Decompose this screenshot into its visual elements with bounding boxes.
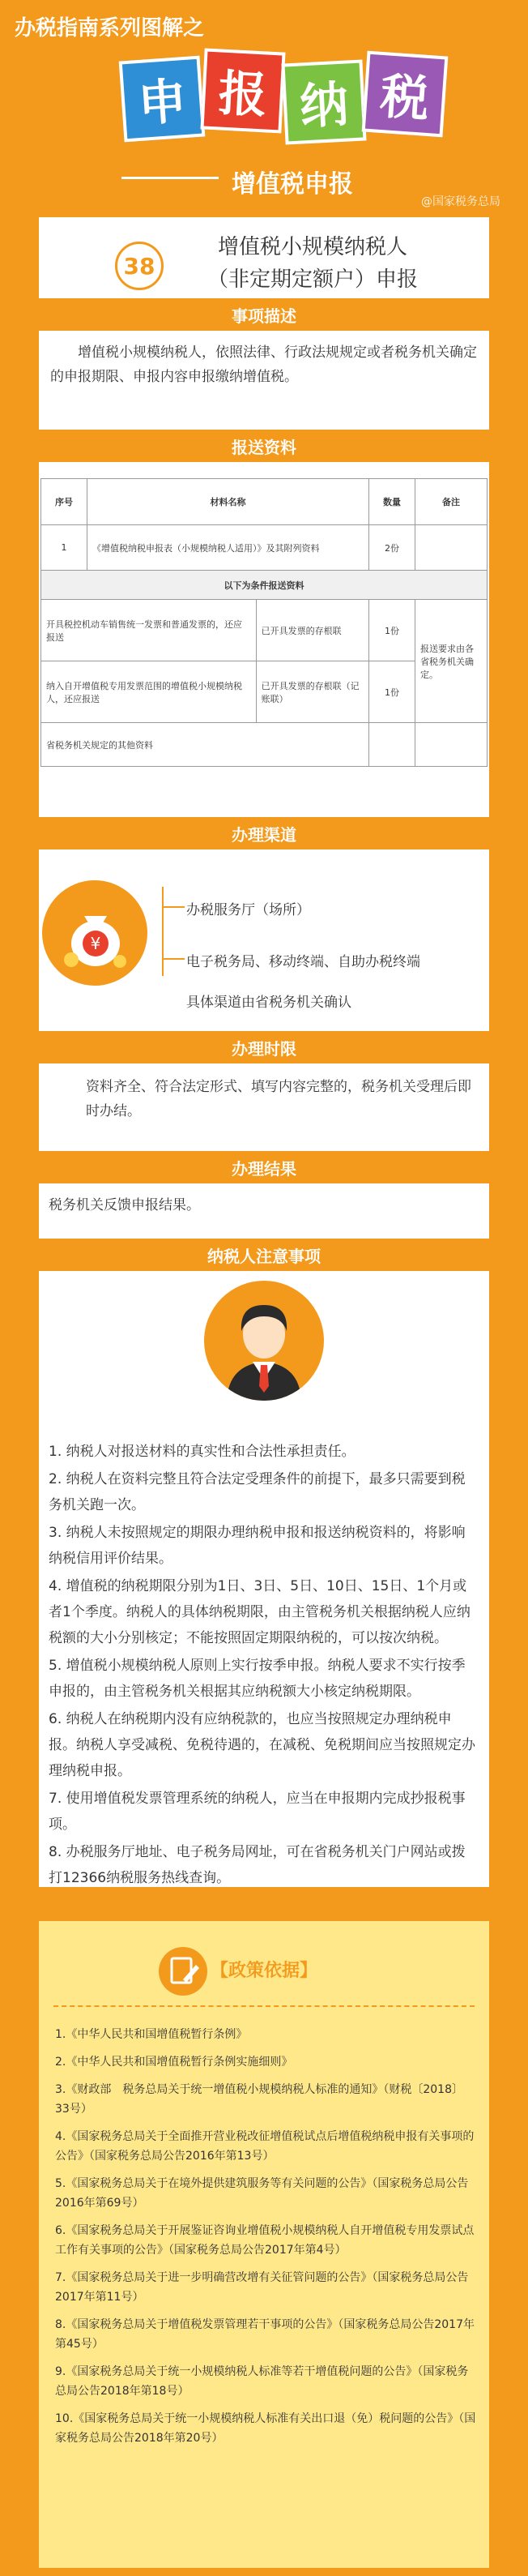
list-item: 8. 办税服务厅地址、电子税务局网址，可在省税务机关门户网站或拨打12366纳税服务热线查询。	[49, 1844, 466, 1886]
item-title	[151, 231, 475, 296]
list-item: 6. 纳税人在纳税期内没有应纳税款的，也应当按照规定办理纳税申报。纳税人享受减税、免税待遇的，在减税、免税期间应当按照规定办理纳税申报。	[49, 1711, 475, 1779]
channel-tick-2	[162, 958, 185, 960]
item-number-badge: 38	[115, 242, 164, 290]
title-char-2: 报	[200, 48, 285, 133]
list-item: 8.《国家税务总局关于增值税发票管理若干事项的公告》（国家税务总局公告2017年第45号）	[55, 2318, 475, 2351]
c2-qty: 1份	[369, 661, 415, 723]
list-item: 9.《国家税务总局关于统一小规模纳税人标准等若干增值税问题的公告》（国家税务总局公告2018年第18号）	[55, 2365, 469, 2398]
section-bar-notes: 纳税人注意事项	[39, 1239, 489, 1271]
table-row-condition	[41, 571, 488, 600]
policy-divider	[53, 2005, 475, 2007]
list-item: 5.《国家税务总局关于在境外提供建筑服务等有关问题的公告》（国家税务总局公告2016年第69号）	[55, 2177, 469, 2210]
row1-name: 《增值税纳税申报表（小规模纳税人适用）》及其附列资料	[87, 525, 369, 571]
svg-text:¥: ¥	[90, 934, 101, 953]
th-note: 备注	[415, 479, 488, 525]
c1-condition: 开具税控机动车销售统一发票和普通发票的，还应报送	[41, 600, 257, 661]
row1-qty: 2份	[369, 525, 415, 571]
list-item: 4. 增值税的纳税期限分别为1日、3日、5日、10日、15日、1个月或者1个季度。纳税人的具体纳税期限，由主管税务机关根据纳税人应纳税额的大小分别核定；不能按照固定期限纳税的，可以按次纳税。	[49, 1578, 471, 1646]
policy-title: 【政策依据】	[211, 1961, 318, 1981]
subtitle: 增值税申报	[232, 170, 353, 199]
policy-list	[55, 2025, 476, 2456]
money-bag-icon	[42, 880, 147, 986]
pen-icon	[159, 1947, 207, 1996]
title-blocks	[121, 50, 445, 156]
list-item: 7. 使用增值税发票管理系统的纳税人，应当在申报期内完成抄报税事项。	[49, 1791, 466, 1833]
policy-header	[39, 1947, 489, 1996]
th-name: 材料名称	[87, 479, 369, 525]
subtitle-divider	[121, 177, 219, 179]
section-bar-result: 办理结果	[39, 1151, 489, 1183]
list-item: 3.《财政部 税务总局关于统一增值税小规模纳税人标准的通知》（财税〔2018〕33号）	[55, 2083, 463, 2116]
list-item: 4.《国家税务总局关于全面推开营业税改征增值税试点后增值税纳税申报有关事项的公告》（国家税务总局公告2016年第13号）	[55, 2130, 475, 2163]
section-bar-materials: 报送资料	[39, 430, 489, 462]
c3-qty	[369, 723, 415, 767]
title-char-1: 申	[119, 56, 206, 143]
section-bar-description: 事项描述	[39, 298, 489, 331]
businessman-avatar-icon	[204, 1281, 324, 1401]
row1-no: 1	[41, 525, 87, 571]
watermark: @国家税务总局	[421, 195, 500, 208]
channel-hall: 办税服务厅（场所）	[186, 902, 310, 918]
c1-name: 已开具发票的存根联	[256, 600, 368, 661]
th-qty: 数量	[369, 479, 415, 525]
list-item: 7.《国家税务总局关于进一步明确营改增有关征管问题的公告》（国家税务总局公告2017年第11号）	[55, 2271, 469, 2304]
time-text: 资料齐全、符合法定形式、填写内容完整的，税务机关受理后即时办结。	[86, 1079, 471, 1119]
result-text: 税务机关反馈申报结果。	[49, 1197, 200, 1213]
list-item: 1.《中华人民共和国增值税暂行条例》	[55, 2028, 248, 2041]
list-item: 1. 纳税人对报送材料的真实性和合法性承担责任。	[49, 1444, 356, 1460]
materials-table	[40, 478, 488, 767]
title-char-3: 纳	[281, 59, 366, 144]
list-item: 2.《中华人民共和国增值税暂行条例实施细则》	[55, 2056, 293, 2069]
c3-note	[415, 723, 488, 767]
list-item: 5. 增值税小规模纳税人原则上实行按季申报。纳税人要求不实行按季申报的，由主管税务机关根据其应纳税额大小核定纳税期限。	[49, 1658, 466, 1700]
table-row	[41, 723, 488, 767]
row1-note	[415, 525, 488, 571]
table-row	[41, 600, 488, 661]
c2-condition: 纳入自开增值税专用发票范围的增值税小规模纳税人，还应报送	[41, 661, 257, 723]
series-title: 办税指南系列图解之	[15, 16, 205, 41]
header-banner	[0, 0, 528, 219]
list-item: 3. 纳税人未按照规定的期限办理纳税申报和报送纳税资料的，将影响纳税信用评价结果。	[49, 1525, 466, 1567]
channel-connector	[162, 887, 188, 976]
channel-online: 电子税务局、移动终端、自助办税终端	[186, 954, 420, 970]
c3-name: 省税务机关规定的其他资料	[41, 723, 369, 767]
section-bar-channels: 办理渠道	[39, 817, 489, 849]
th-no: 序号	[41, 479, 87, 525]
channel-tick-1	[162, 906, 185, 908]
section-bar-time: 办理时限	[39, 1031, 489, 1063]
c1-qty: 1份	[369, 600, 415, 661]
c2-name: 已开具发票的存根联（记账联）	[256, 661, 368, 723]
list-item: 2. 纳税人在资料完整且符合法定受理条件的前提下，最多只需要到税务机关跑一次。	[49, 1471, 466, 1513]
item-title-line2: （非定期定额户）申报	[207, 267, 418, 292]
title-char-4: 税	[362, 51, 449, 138]
table-row	[41, 525, 488, 571]
notes-list	[49, 1439, 478, 1893]
list-item: 6.《国家税务总局关于开展鉴证咨询业增值税小规模纳税人自开增值税专用发票试点工作有关事项的公告》（国家税务总局公告2017年第4号）	[55, 2224, 475, 2257]
policy-panel	[39, 1921, 489, 2568]
description-text: 增值税小规模纳税人，依照法律、行政法规规定或者税务机关确定的申报期限、申报内容申报缴纳增值税。	[50, 344, 477, 385]
c-note: 报送要求由各省税务机关确定。	[415, 600, 488, 723]
item-title-line1: 增值税小规模纳税人	[217, 235, 407, 259]
channel-note: 具体渠道由省税务机关确认	[186, 995, 351, 1011]
list-item: 10.《国家税务总局关于统一小规模纳税人标准有关出口退（免）税问题的公告》（国家税务总局公告2018年第20号）	[55, 2412, 476, 2445]
condition-header: 以下为条件报送资料	[41, 571, 488, 600]
